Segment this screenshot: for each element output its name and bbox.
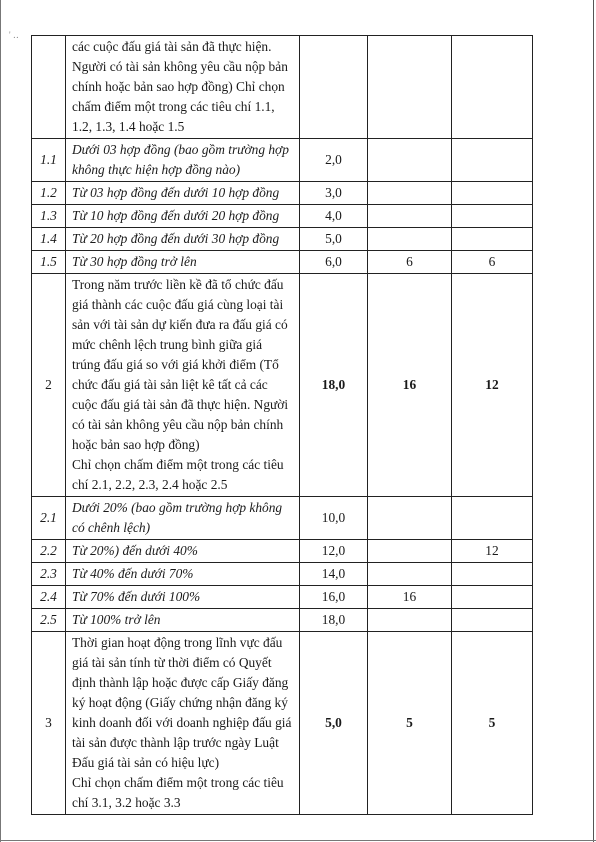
max-score: 5,0 <box>300 228 368 251</box>
criterion-description: Từ 40% đến dưới 70% <box>66 563 300 586</box>
score-col-2: 12 <box>452 540 533 563</box>
max-score: 6,0 <box>300 251 368 274</box>
criterion-description: Từ 30 hợp đồng trở lên <box>66 251 300 274</box>
score-col-1: 16 <box>368 586 452 609</box>
criterion-description: Từ 70% đến dưới 100% <box>66 586 300 609</box>
table-row <box>32 36 533 139</box>
row-number: 1.5 <box>32 251 66 274</box>
score-col-1 <box>368 182 452 205</box>
criterion-description: Dưới 20% (bao gồm trường hợp không có chênh lệch) <box>66 497 300 540</box>
score-col-1 <box>368 563 452 586</box>
score-col-1 <box>368 609 452 632</box>
row-number: 2.3 <box>32 563 66 586</box>
score-col-1 <box>368 36 452 139</box>
table-row <box>32 274 533 497</box>
criterion-description: Trong năm trước liền kề đã tổ chức đấu giá thành các cuộc đấu giá cùng loại tài sản với tài sản dự kiến đưa ra đấu giá có mức chênh lệch trung bình giữa giá trúng đấu giá so với giá khởi điểm (Tổ chức đấu giá tài sản liệt kê tất cả các cuộc đấu giá tài sản đã thực hiện. Người có tài sản không yêu cầu nộp bản chính hoặc bản sao hợp đồng) Chỉ chọn chấm điểm một trong các tiêu chí 2.1, 2.2, 2.3, 2.4 hoặc 2.5 <box>66 274 300 497</box>
row-number: 2.5 <box>32 609 66 632</box>
page-edge-left <box>0 0 1 842</box>
score-col-2 <box>452 205 533 228</box>
table-row <box>32 139 533 182</box>
max-score: 12,0 <box>300 540 368 563</box>
page-edge-right <box>593 0 594 842</box>
score-col-2: 5 <box>452 632 533 815</box>
max-score <box>300 36 368 139</box>
max-score: 4,0 <box>300 205 368 228</box>
row-number: 1.1 <box>32 139 66 182</box>
score-col-2 <box>452 563 533 586</box>
table-row <box>32 586 533 609</box>
score-col-2: 6 <box>452 251 533 274</box>
row-number: 2.4 <box>32 586 66 609</box>
row-number: 1.4 <box>32 228 66 251</box>
score-col-1 <box>368 228 452 251</box>
criterion-description: Thời gian hoạt động trong lĩnh vực đấu giá tài sản tính từ thời điểm có Quyết định thành lập hoặc được cấp Giấy đăng ký hoạt động (Giấy chứng nhận đăng ký kinh doanh đối với doanh nghiệp đấu giá tài sản được thành lập trước ngày Luật Đấu giá tài sản có hiệu lực) Chỉ chọn chấm điểm một trong các tiêu chí 3.1, 3.2 hoặc 3.3 <box>66 632 300 815</box>
max-score: 10,0 <box>300 497 368 540</box>
criterion-description: Từ 10 hợp đồng đến dưới 20 hợp đồng <box>66 205 300 228</box>
score-col-2 <box>452 609 533 632</box>
score-col-2 <box>452 586 533 609</box>
table-row <box>32 632 533 815</box>
max-score: 18,0 <box>300 609 368 632</box>
row-number: 2 <box>32 274 66 497</box>
criterion-description: Từ 03 hợp đồng đến dưới 10 hợp đồng <box>66 182 300 205</box>
scan-corner-mark: ' ‥ <box>9 30 19 40</box>
max-score: 5,0 <box>300 632 368 815</box>
page-edge-bottom <box>0 840 596 841</box>
row-number: 2.2 <box>32 540 66 563</box>
max-score: 2,0 <box>300 139 368 182</box>
max-score: 14,0 <box>300 563 368 586</box>
score-col-2 <box>452 182 533 205</box>
score-col-1 <box>368 497 452 540</box>
table-row <box>32 205 533 228</box>
score-col-1: 6 <box>368 251 452 274</box>
row-number: 3 <box>32 632 66 815</box>
max-score: 16,0 <box>300 586 368 609</box>
criterion-description: Từ 20 hợp đồng đến dưới 30 hợp đồng <box>66 228 300 251</box>
row-number: 1.3 <box>32 205 66 228</box>
table-row <box>32 563 533 586</box>
table-row <box>32 609 533 632</box>
table-row <box>32 182 533 205</box>
table-row <box>32 540 533 563</box>
table-row <box>32 251 533 274</box>
score-col-1 <box>368 205 452 228</box>
scoring-criteria-table <box>31 35 533 815</box>
row-number <box>32 36 66 139</box>
score-col-2 <box>452 497 533 540</box>
score-col-2: 12 <box>452 274 533 497</box>
row-number: 2.1 <box>32 497 66 540</box>
score-col-2 <box>452 228 533 251</box>
max-score: 18,0 <box>300 274 368 497</box>
criterion-description: Từ 100% trở lên <box>66 609 300 632</box>
table-row <box>32 497 533 540</box>
score-col-1 <box>368 540 452 563</box>
max-score: 3,0 <box>300 182 368 205</box>
criterion-description: các cuộc đấu giá tài sản đã thực hiện. Người có tài sản không yêu cầu nộp bản chính hoặc bản sao hợp đồng) Chỉ chọn chấm điểm một trong các tiêu chí 1.1, 1.2, 1.3, 1.4 hoặc 1.5 <box>66 36 300 139</box>
score-col-2 <box>452 36 533 139</box>
criterion-description: Dưới 03 hợp đồng (bao gồm trường hợp không thực hiện hợp đồng nào) <box>66 139 300 182</box>
score-col-1: 5 <box>368 632 452 815</box>
row-number: 1.2 <box>32 182 66 205</box>
score-col-1 <box>368 139 452 182</box>
score-col-1: 16 <box>368 274 452 497</box>
table-row <box>32 228 533 251</box>
criterion-description: Từ 20%) đến dưới 40% <box>66 540 300 563</box>
score-col-2 <box>452 139 533 182</box>
